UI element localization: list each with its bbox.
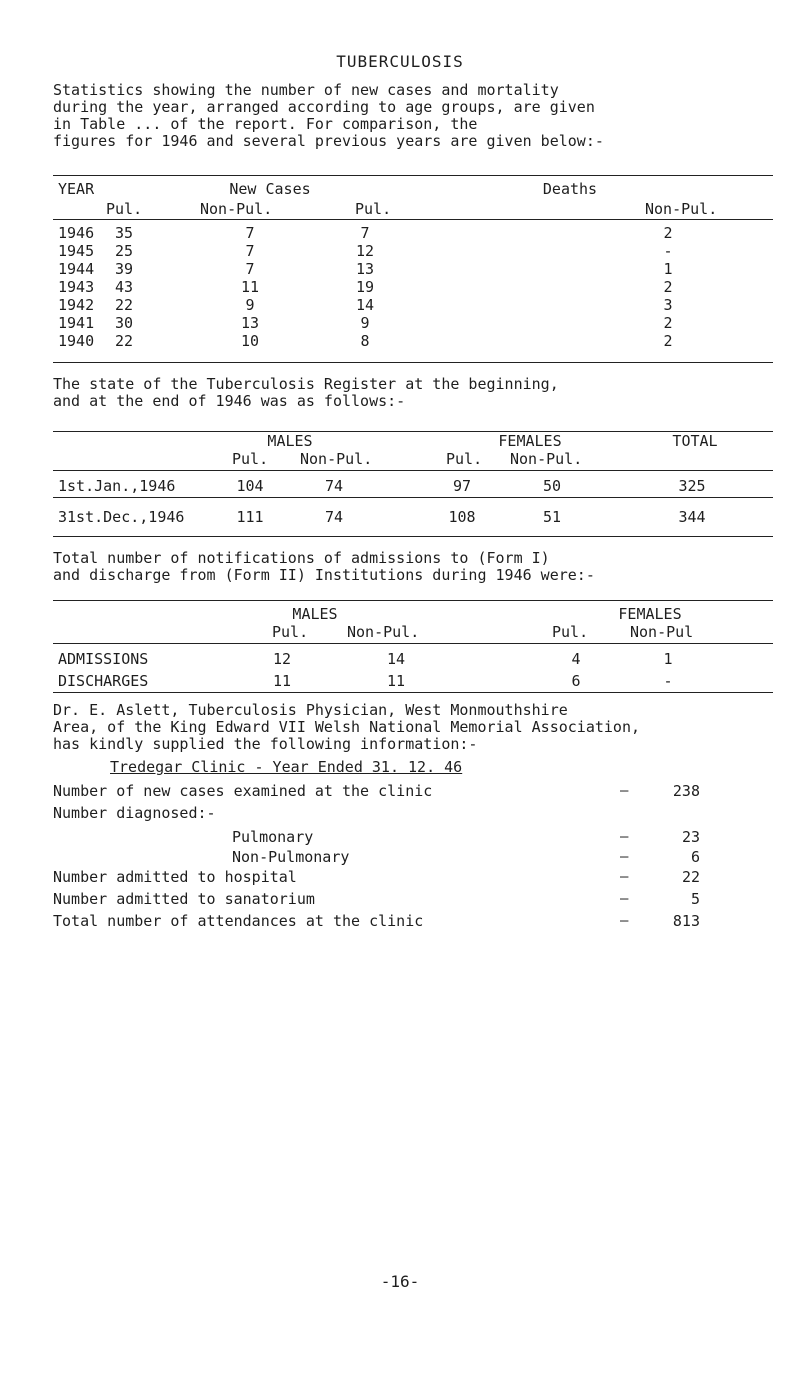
notifications-paragraph: Total number of notifications of admissions to (Form I) and discharge from (Form II) Institutions during 1946 were:- bbox=[53, 549, 595, 584]
intro-line: figures for 1946 and several previous years are given below:- bbox=[53, 132, 604, 150]
header-pul: Pul. bbox=[106, 200, 143, 218]
header-females: FEMALES bbox=[498, 432, 562, 450]
page-title: TUBERCULOSIS bbox=[336, 52, 464, 71]
intro-line: in Table ... of the report. For comparison, the bbox=[53, 115, 478, 133]
header-year: YEAR bbox=[58, 180, 95, 198]
header-deaths: Deaths bbox=[542, 180, 598, 198]
register-paragraph: The state of the Tuberculosis Register at the beginning, and at the end of 1946 was as follows:- bbox=[53, 375, 559, 410]
document-page: TUBERCULOSIS Statistics showing the number of new cases and mortality during the year, arranged according to age groups, are given in Table ... of the report. For comparison, the figures for 1946 and several previous years are given below:- YEAR New Cases Deaths Pul. Non-Pul. Pul. Non-Pul. 1946 35 7 7 2 1945 25 7 12 - 1944 39 7 13 1 1943 43 11 19 2 1942 22 9 14 3 1941 30 13 9 2 1940 22 10 8 2 The state of the Tuberculosis Register at the beginning, and at the end of 1946 was as follows:- MALES FEMALES TOTAL Pul. Non-Pul. Pul. Non-Pul. 1st.Jan.,1946 104 74 97 50 325 31st.Dec.,1946 111 74 108 51 344 Total number of notifications of admissions to (Form I) and discharge from (Form II) Institutions during 1946 were:- MALES FEMALES Pul. Non-Pul. Pul. Non-Pul ADMISSIONS 12 14 4 1 DISCHARGES 11 11 6 - Dr. E. Aslett, Tuberculosis Physician, West Monmouthshire Area, of the King Edward VII Welsh National Memorial Association, has kindly supplied the following information:- Tredegar Clinic - Year Ended 31. 12. 46 Number of new cases examined at the clinic — 238 Number diagnosed:- Pulmonary — 23 Non-Pulmonary — 6 Number admitted to hospital — 22 Number admitted to sanatorium — 5 Total number of attendances at the clinic — 813 -16- bbox=[0, 0, 800, 1385]
intro-paragraph bbox=[53, 82, 604, 150]
header-females: FEMALES bbox=[618, 605, 682, 623]
intro-line: Statistics showing the number of new cases and mortality bbox=[53, 81, 559, 99]
header-males: MALES bbox=[267, 432, 313, 450]
header-nonpul: Non-Pul. bbox=[200, 200, 273, 218]
intro-line: during the year, arranged according to age groups, are given bbox=[53, 98, 595, 116]
header-total: TOTAL bbox=[672, 432, 718, 450]
header-males: MALES bbox=[292, 605, 338, 623]
physician-paragraph: Dr. E. Aslett, Tuberculosis Physician, West Monmouthshire Area, of the King Edward VII Welsh National Memorial Association, has kindly supplied the following information:- bbox=[53, 701, 640, 753]
clinic-heading: Tredegar Clinic - Year Ended 31. 12. 46 bbox=[110, 758, 463, 776]
header-pul: Pul. bbox=[355, 200, 392, 218]
header-new-cases: New Cases bbox=[229, 180, 311, 198]
page-number: -16- bbox=[380, 1272, 420, 1291]
header-nonpul: Non-Pul. bbox=[645, 200, 718, 218]
